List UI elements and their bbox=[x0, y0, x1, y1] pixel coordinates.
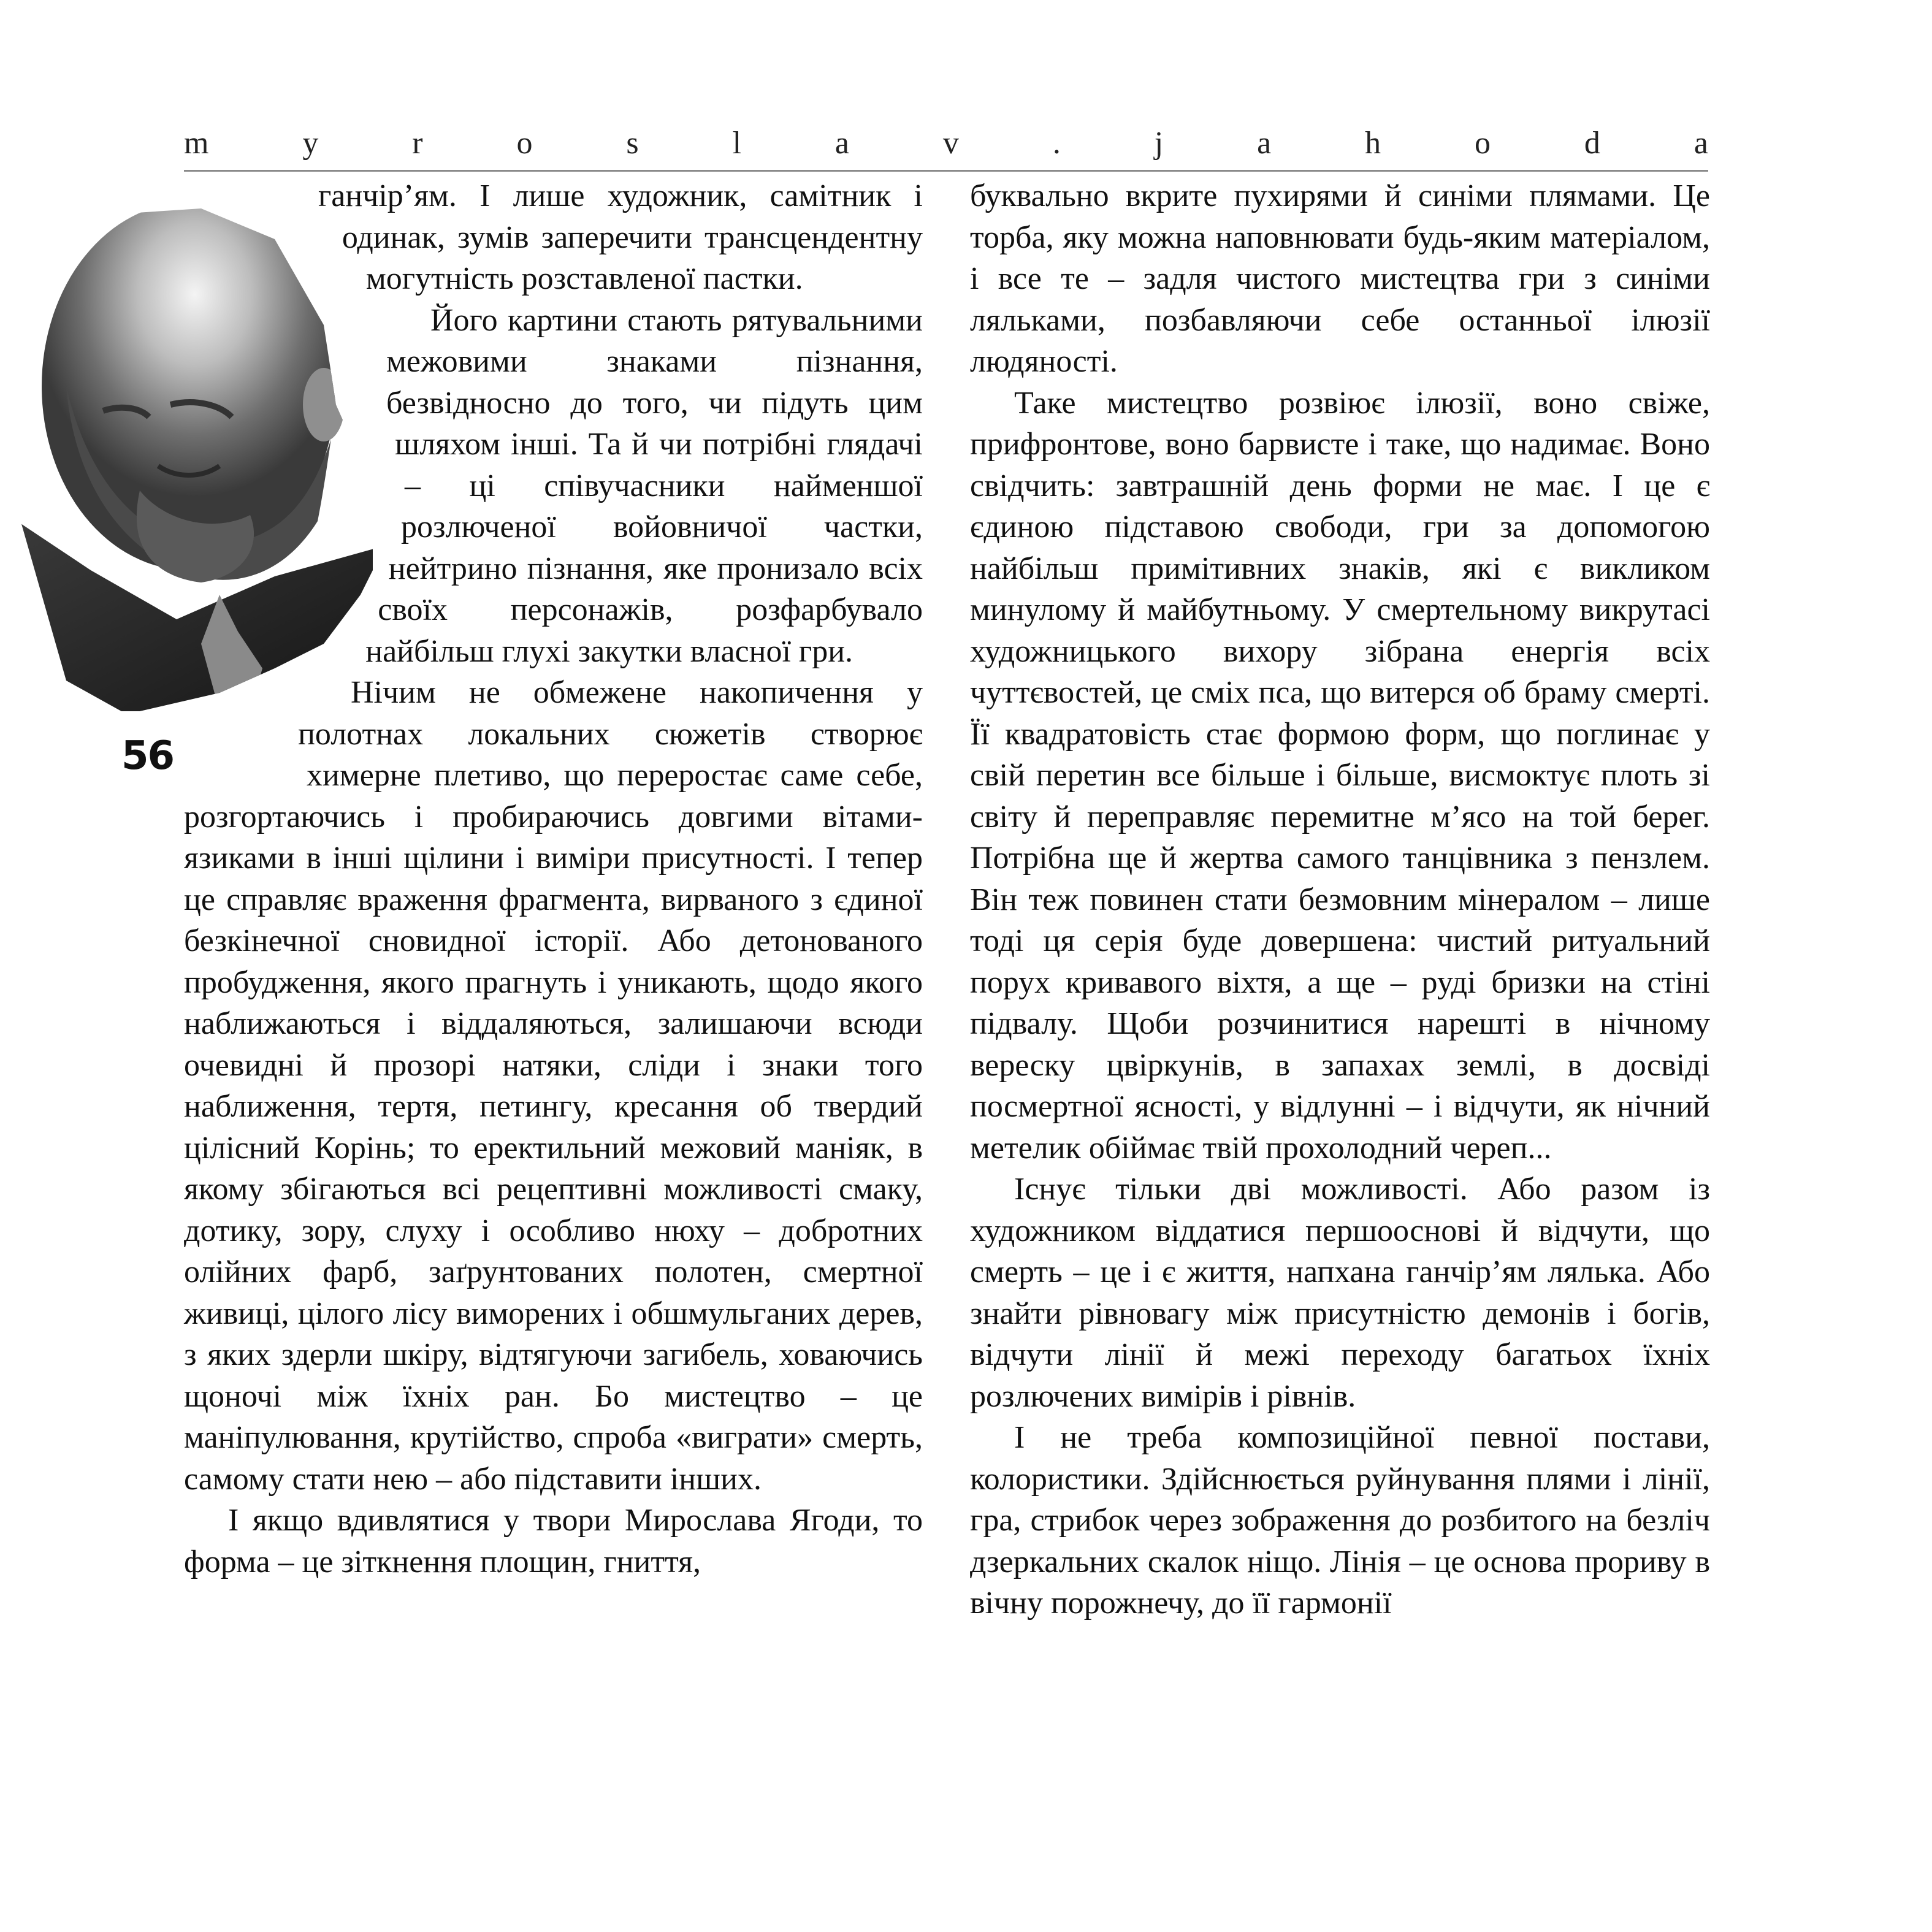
header-letter: h bbox=[1365, 126, 1381, 161]
header-letter: . bbox=[1052, 126, 1061, 161]
header-letter: a bbox=[1257, 126, 1272, 161]
paragraph: І не треба композиційної певної постави, колористики. Здійснюється руйнування плями і лінії, гра, стрибок через зображення до розбитого на безліч дзеркальних скалок ніщо. Лінія – це основа прориву в вічну порожнечу, до її гармонії bbox=[970, 1420, 1710, 1621]
left-column bbox=[184, 175, 923, 1583]
paragraph: буквально вкрите пухирями й синіми плямами. Це торба, яку можна наповнювати будь-яким матеріалом, і все те – задля чистого мистецтва гри з синіми ляльками, позбавляючи себе останньої ілюзії людяності. bbox=[970, 178, 1710, 379]
page-number: 56 bbox=[121, 733, 174, 779]
header-letter: s bbox=[626, 126, 639, 161]
header-letter: r bbox=[412, 126, 423, 161]
paragraph: Нічим не обмежене накопичення у полотнах локальних сюжетів створює химерне плетиво, що переростає саме себе, розгортаючись і пробираючись довгими вітами-язиками в інші щілини і виміри присутності. І тепер це справляє враження фрагмента, вирваного з єдиної безкінечної сновидної історії. Або детонованого пробудження, якого прагнуть і уникають, щодо якого наближаються і віддаляються, залишаючи всюди очевидні й прозорі натяки, сліди і знаки того наближення, тертя, петингу, кресання об твердий цілісний Корінь; то еректильний межовий маніяк, в якому збігаються всі рецептивні можливості смаку, дотику, зору, слуху і особливо нюху – добротних олійних фарб, заґрунтованих полотен, смертної живиці, цілого лісу виморених і обшмульганих дерев, з яких здерли шкіру, відтягуючи загибель, ховаючись щоночі між їхніх ран. Бо мистецтво – це маніпулювання, крутійство, спроба «виграти» смерть, самому стати нею – або підставити інших. bbox=[184, 675, 923, 1497]
paragraph: І якщо вдивлятися у твори Мирослава Ягоди, то форма – це зіткнення площин, гниття, bbox=[184, 1503, 923, 1579]
header-letter: a bbox=[1693, 126, 1708, 161]
header-letter: v bbox=[942, 126, 959, 161]
header-letter: l bbox=[732, 126, 742, 161]
header-letter: d bbox=[1584, 126, 1600, 161]
paragraph: Таке мистецтво розвіює ілюзії, воно свіже, прифронтове, воно барвисте і таке, що надимає. Воно свідчить: завтрашній день форми не має. І це є єдиною підставою свободи, гри за допомогою найбільш примітивних знаків, які є викликом минулому й майбутньому. У смертельному викрутасі художницького вихору зібрана енергія всіх чуттєвостей, це сміх пса, що витерся об браму смерті. Її квадратовість стає формою форм, що поглинає у свій перетин все більше і більше, висмоктує плоть зі світу й переправляє перемитне м’ясо на той берег. Потрібна ще й жертва самого танцівника з пензлем. Він теж повинен стати безмовним мінералом – лише тоді ця серія буде довершена: чистий ритуальний порух кривавого віхтя, а ще – руді бризки на стіні підвалу. Щоби розчинитися нарешті в нічному вереску цвіркунів, в запахах землі, в досвіді посмертної ясності, у відлунні – і відчути, як нічний метелик обіймає твій прохолодний череп... bbox=[970, 385, 1710, 1166]
running-header bbox=[184, 121, 1708, 166]
header-letter: y bbox=[302, 126, 319, 161]
header-letter: o bbox=[516, 126, 533, 161]
header-letter: m bbox=[184, 126, 209, 161]
header-rule bbox=[184, 170, 1708, 172]
header-letter: a bbox=[834, 126, 850, 161]
header-letter: o bbox=[1475, 126, 1491, 161]
header-letter: j bbox=[1154, 126, 1164, 161]
paragraph: Існує тільки дві можливості. Або разом із художником віддатися першооснові й відчути, що смерть – це і є життя, напхана ганчір’ям лялька. Або знайти рівновагу між присутністю демонів і богів, відчути лінії й межі переходу багатьох їхніх розлючених вимірів і рівнів. bbox=[970, 1172, 1710, 1414]
right-column bbox=[970, 175, 1710, 1624]
paragraph: ганчір’ям. І лише художник, самітник і одинак, зумів заперечити трансцендентну могутність розставленої пастки. bbox=[318, 178, 923, 296]
paragraph: Його картини стають рятувальними межовими знаками пізнання, безвідносно до того, чи підуть цим шляхом інші. Та й чи потрібні глядачі – ці співучасники найменшої розлюченої войовничої частки, нейтрино пізнання, яке пронизало всіх своїх персонажів, розфарбувало найбільш глухі закутки власної гри. bbox=[365, 302, 923, 669]
